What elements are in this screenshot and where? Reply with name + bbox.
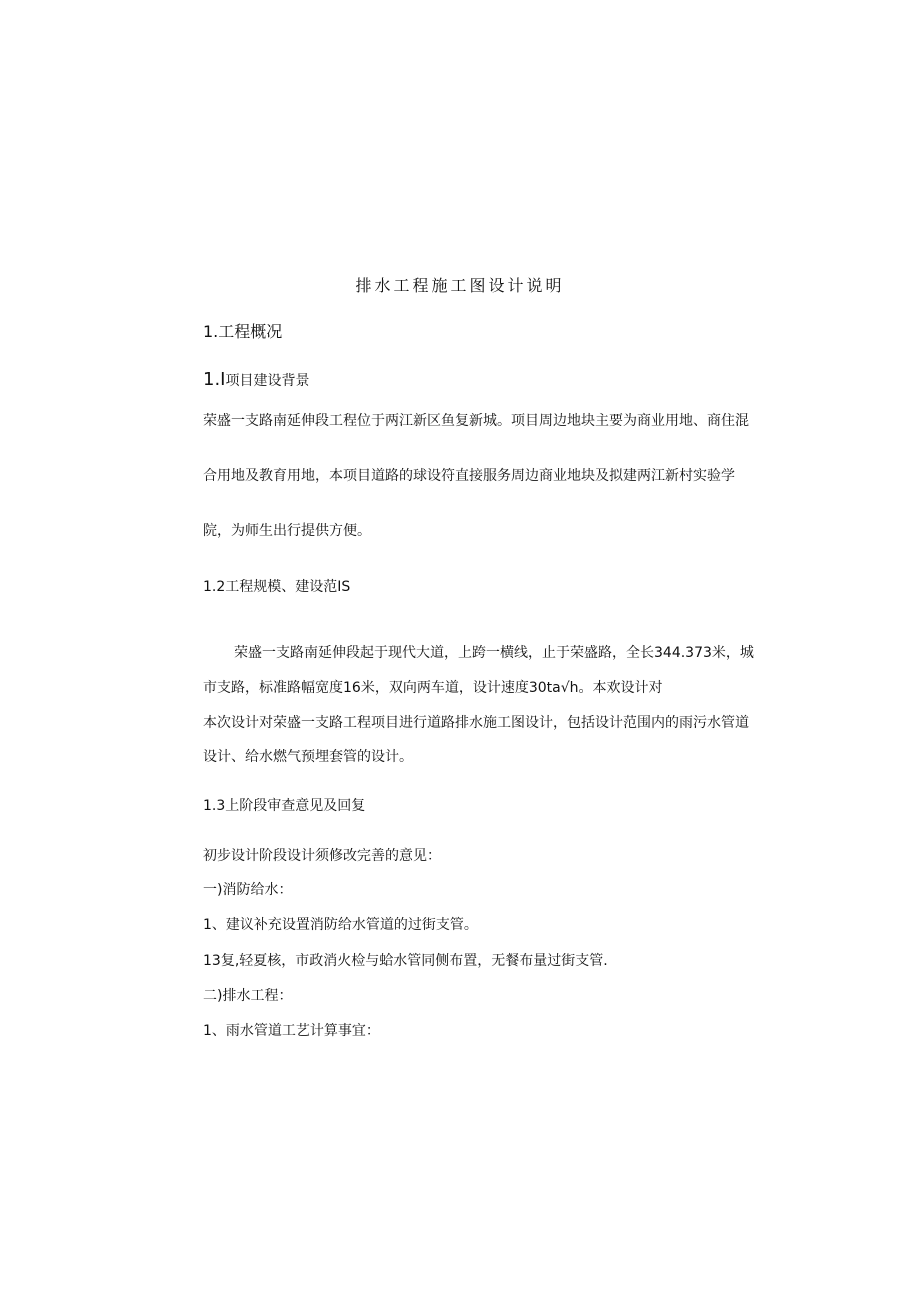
review-line: 初步设计阶段设计须修改完善的意见： xyxy=(203,848,441,864)
scale-line: 设计、给水燃气预埋套管的设计。 xyxy=(203,749,413,765)
section-1-heading: 1.工程概况 xyxy=(203,322,283,341)
section-1-1-label: 项目建设背景 xyxy=(225,373,310,389)
review-line: 1、雨水管道工艺计算事宜： xyxy=(203,1023,380,1039)
document-title: 排水工程施工图设计说明 xyxy=(355,276,565,295)
scale-line: 荣盛一支路南延伸段起于现代大道，上跨一横线，止于荣盛路，全长344.373米，城 xyxy=(234,645,754,661)
background-line: 院，为师生出行提供方便。 xyxy=(203,523,371,539)
background-line: 荣盛一支路南延伸段工程位于两江新区鱼复新城。项目周边地块主要为商业用地、商住混 xyxy=(203,413,749,429)
review-line: 13复,轻夏核，市政消火检与蛤水管同侧布置，无餐布量过街支管. xyxy=(203,953,608,969)
scale-line: 市支路，标准路幅宽度16米，双向两车道，设计速度30ta√h。本欢设计对 xyxy=(203,680,663,696)
review-line: 二)排水工程： xyxy=(203,988,293,1004)
scale-line: 本次设计对荣盛一支路工程项目进行道路排水施工图设计，包括设计范围内的雨污水管道 xyxy=(203,715,749,731)
section-1-3-heading: 1.3上阶段审查意见及回复 xyxy=(203,798,366,814)
background-line: 合用地及教育用地，本项目道路的球设符直接服务周边商业地块及拟建两江新村实验学 xyxy=(203,468,735,484)
section-1-1-heading xyxy=(203,370,309,391)
section-1-2-heading: 1.2工程规模、建设范IS xyxy=(203,579,351,595)
review-line: 1、建议补充设置消防给水管道的过街支管。 xyxy=(203,917,478,933)
section-1-1-number: 1.I xyxy=(203,369,226,390)
review-line: 一)消防给水： xyxy=(203,882,293,898)
